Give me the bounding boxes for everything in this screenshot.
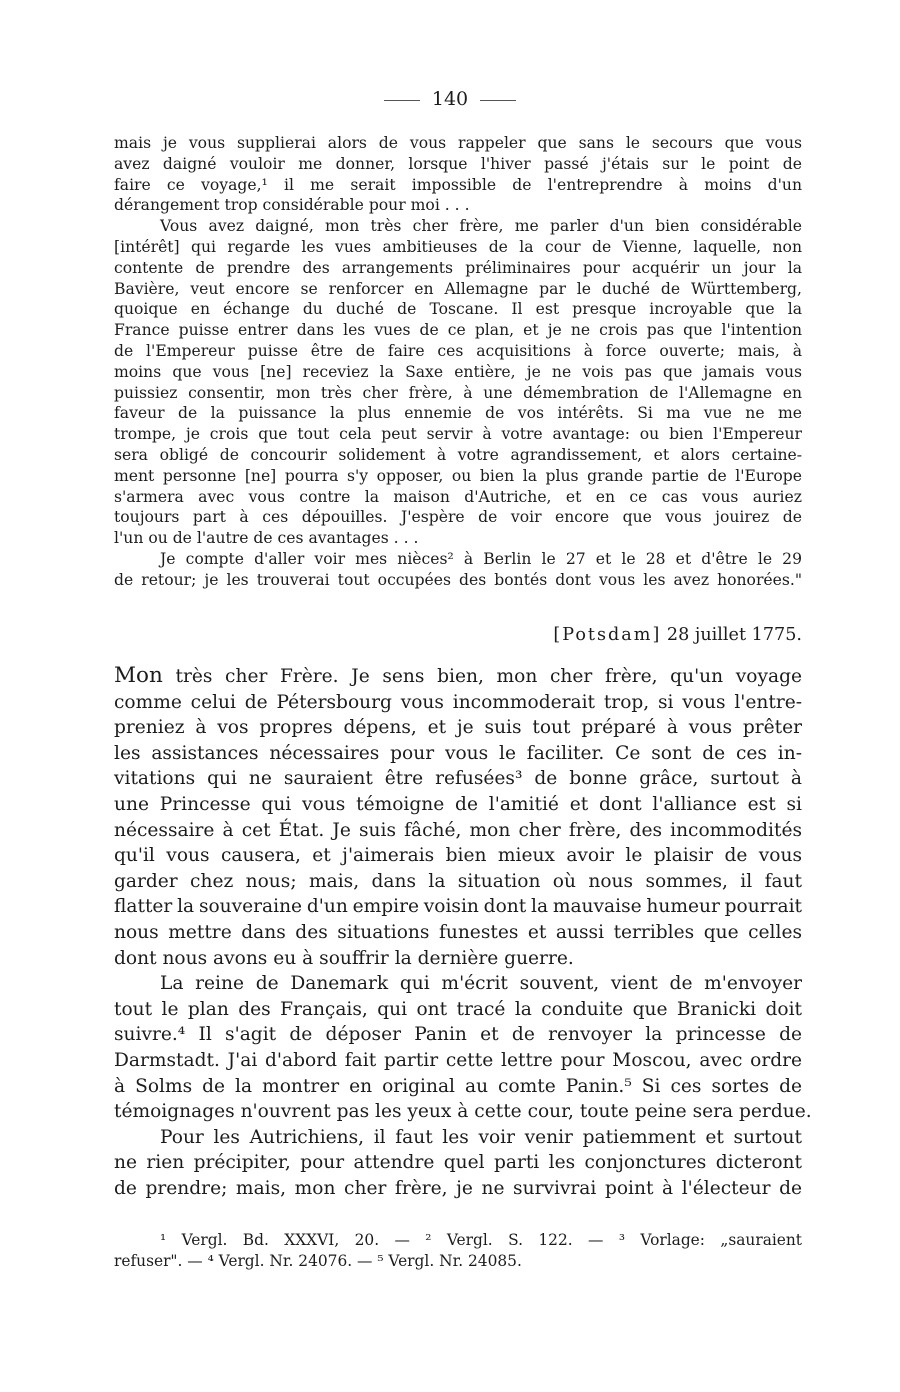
heading-date: 28 juillet 1775. [666, 625, 802, 645]
text-line: suivre.⁴ Il s'agit de déposer Panin et de renvoyer la princesse de [114, 1024, 802, 1046]
excerpt-paragraph-2 [114, 216, 802, 549]
text-line: nous mettre dans des situations funestes et aussi terribles que celles [114, 921, 802, 943]
page-number-rule-right [480, 100, 516, 101]
text-line: moins que vous [ne] receviez la Saxe entière, je ne vois pas que jamais vous [114, 362, 802, 381]
text-line: à Solms de la montrer en original au comte Panin.⁵ Si ces sortes de [114, 1075, 802, 1097]
text-line: mais je vous supplierai alors de vous rappeler que sans le secours que vous [114, 134, 802, 152]
text-line: Darmstadt. J'ai d'abord fait partir cette lettre pour Moscou, avec ordre [114, 1049, 802, 1071]
heading-place: [Potsdam] [553, 625, 662, 645]
text-line: trompe, je crois que tout cela peut servir à votre avantage: ou bien l'Empereur [114, 425, 802, 444]
text-line: toujours part à ces dépouilles. J'espère de voir encore que vous jouirez de [114, 508, 802, 527]
text-line: de retour; je les trouverai tout occupées des bontés dont vous les avez honorées." [114, 570, 802, 589]
text-line: Vous avez daigné, mon très cher frère, me parler d'un bien considérable [160, 217, 802, 236]
text-line: Bavière, veut encore se renforcer en Allemagne par le duché de Württemberg, [114, 279, 802, 298]
text-line: de l'Empereur puisse être de faire ces acquisitions à force ouverte; mais, à [114, 341, 802, 360]
text-line: l'un ou de l'autre de ces avantages . . . [114, 529, 419, 548]
letter-paragraph-1 [114, 663, 802, 971]
lead-word: Mon [114, 663, 163, 688]
text-line: Pour les Autrichiens, il faut les voir venir patiemment et surtout [160, 1126, 802, 1148]
text-line: les assistances nécessaires pour vous le faciliter. Ce sont de ces in- [114, 742, 802, 764]
text-line: ment personne [ne] pourra s'y opposer, ou bien la plus grande partie de l'Europe [114, 466, 802, 485]
page-number: 140 [431, 88, 469, 110]
text-line: contente de prendre des arrangements préliminaires pour acquérir un jour la [114, 258, 802, 277]
text-line: faire ce voyage,¹ il me serait impossible de l'entreprendre à moins d'un [114, 175, 802, 194]
text-line: tout le plan des Français, qui ont tracé la conduite que Branicki doit [114, 998, 802, 1020]
letter-body [114, 663, 812, 1201]
text-line: Je compte d'aller voir mes nièces² à Berlin le 27 et le 28 et d'être le 29 [160, 549, 802, 568]
text-line: quoique en échange du duché de Toscane. Il est presque incroyable que la [114, 300, 802, 319]
letter-paragraph-3 [114, 1125, 802, 1202]
text-line: s'armera avec vous contre la maison d'Autriche, et en ce cas vous auriez [114, 487, 802, 506]
letter-paragraph-2 [114, 971, 812, 1125]
text-line: témoignages n'ouvrent pas les yeux à cette cour, toute peine sera perdue. [114, 1101, 812, 1123]
excerpt-paragraph-1 [114, 133, 802, 216]
text-line: [intérêt] qui regarde les vues ambitieuses de la cour de Vienne, laquelle, non [114, 237, 802, 256]
text-line: vitations qui ne sauraient être refusées³ de bonne grâce, surtout à [114, 768, 802, 790]
text-line: France puisse entrer dans les vues de ce plan, et je ne crois pas que l'intention [114, 321, 802, 340]
page-number-line [0, 86, 900, 112]
text-line: puissiez consentir, mon très cher frère, à une démembration de l'Allemagne en [114, 383, 802, 402]
text-line: avez daigné vouloir me donner, lorsque l'hiver passé j'étais sur le point de [114, 154, 802, 173]
text-line: comme celui de Pétersbourg vous incommoderait trop, si vous l'entre- [114, 691, 802, 713]
text-line: sera obligé de concourir solidement à votre agrandissement, et alors certaine- [114, 445, 802, 464]
text-line: flatter la souveraine d'un empire voisin dont la mauvaise humeur pourrait [114, 896, 802, 918]
text-line: faveur de la puissance la plus ennemie de vos intérêts. Si ma vue ne me [114, 404, 802, 423]
text-line: ne rien précipiter, pour attendre quel parti les conjonctures dicteront [114, 1152, 802, 1174]
text-line: dérangement trop considérable pour moi . . . [114, 196, 470, 215]
text-line: garder chez nous; mais, dans la situation où nous sommes, il faut [114, 870, 802, 892]
excerpt-paragraph-3 [114, 549, 802, 591]
page-number-rule-left [384, 100, 420, 101]
text-line: La reine de Danemark qui m'écrit souvent, vient de m'envoyer [160, 973, 802, 995]
text-line: preniez à vos propres dépens, et je suis tout préparé à vous prêter [114, 717, 802, 739]
footnotes [114, 1230, 802, 1272]
text-line [114, 663, 802, 690]
text-line: de prendre; mais, mon cher frère, je ne survivrai point à l'électeur de [114, 1177, 802, 1199]
footnote-text: ¹ Vergl. Bd. XXXVI, 20. — ² Vergl. S. 122. — ³ Vorlage: „sauraient [160, 1231, 802, 1249]
text-line: nécessaire à cet État. Je suis fâché, mon cher frère, des incommodités [114, 819, 802, 841]
letter-excerpt [114, 133, 802, 591]
text-line: qu'il vous causera, et j'aimerais bien mieux avoir le plaisir de vous [114, 845, 802, 867]
line-rest: très cher Frère. Je sens bien, mon cher frère, qu'un voyage [162, 666, 802, 687]
letter-heading [553, 622, 802, 648]
footnote-line [114, 1230, 802, 1251]
text-line: une Princesse qui vous témoigne de l'amitié et dont l'alliance est si [114, 793, 802, 815]
footnote-line: refuser". — ⁴ Vergl. Nr. 24076. — ⁵ Vergl. Nr. 24085. [114, 1252, 522, 1270]
text-line: dont nous avons eu à souffrir la dernière guerre. [114, 947, 574, 969]
